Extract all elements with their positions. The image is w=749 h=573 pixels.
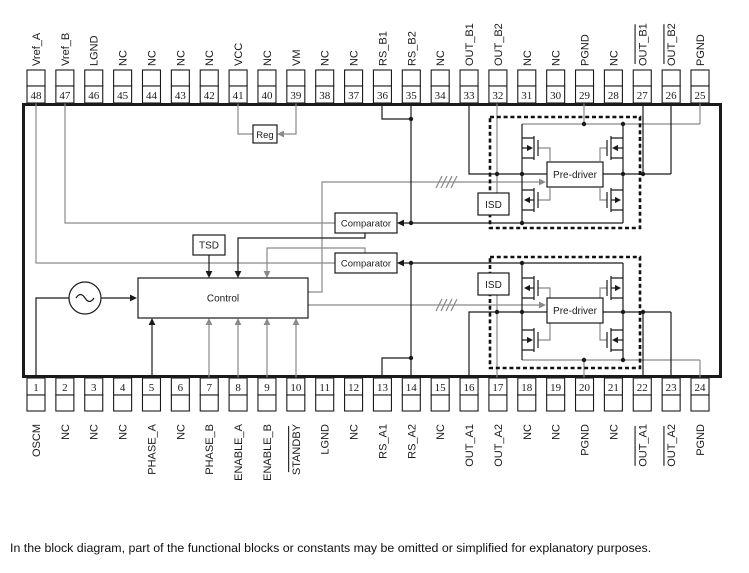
pin-label: OUT_B2 [666,23,679,66]
pin-label: PHASE_A [146,424,159,475]
pin-bottom-22 [633,378,651,467]
pin-label: NC [348,424,361,440]
pin-box [662,395,680,411]
pin-top-41 [229,43,247,103]
pin-top-45 [114,50,132,103]
pin-label: OUT_B1 [637,23,650,66]
arrow-comp-a-to-control [264,271,271,278]
pins-layer [27,23,709,481]
pin-number: 39 [290,90,302,102]
pin-label: OSCM [31,424,43,457]
pin-number: 44 [145,90,157,102]
pin-label: PHASE_B [204,424,217,475]
pin-number: 35 [405,90,417,102]
pin-number: 2 [62,382,68,394]
pin-label: ENABLE_A [233,424,246,481]
pin-label: PGND [579,34,592,66]
wire-vm-to-reg [283,103,296,134]
pin-box [547,70,565,86]
pin-bottom-18 [518,378,536,440]
pin-label: NC [175,50,188,66]
pin-label: ENABLE_B [261,424,274,481]
pin-label: NC [88,424,101,440]
pin-top-35 [402,31,420,103]
pin-box [287,395,305,411]
pin-number: 3 [90,382,97,394]
pin-box [518,395,536,411]
pin-top-40 [258,50,276,103]
pin-number: 45 [117,90,129,102]
pin-box [633,70,651,86]
pin-number: 19 [550,382,562,394]
pin-box [114,70,132,86]
pin-label: OUT_A2 [666,424,679,467]
pin-top-33 [460,23,478,103]
pin-bottom-7 [200,378,218,475]
wire-control-inputs [209,322,296,378]
pin-top-29 [576,34,594,103]
pin-box [27,70,45,86]
wire-rs-b [382,103,411,223]
pin-number: 42 [203,90,215,102]
tsd-label: TSD [199,240,219,252]
pin-label: NC [146,50,159,66]
pin-bottom-4 [114,378,132,440]
wire-pgnd-rail-b [522,103,700,124]
pin-label: VM [290,49,303,66]
pin-label: NC [550,424,563,440]
pin-top-46 [85,35,103,103]
pin-number: 30 [550,90,562,102]
pin-label: RS_A2 [406,424,419,459]
pin-box [27,395,45,411]
pin-box [258,70,276,86]
pin-number: 17 [492,382,504,394]
pin-number: 6 [177,382,184,394]
pin-number: 16 [463,382,475,394]
comparator-a-label: Comparator [340,258,392,270]
wiring-gray [36,103,700,378]
pin-box [85,395,103,411]
arrow-standby [293,318,300,325]
bus-slash-marks [436,176,457,311]
pin-box [56,395,74,411]
pin-top-42 [200,50,218,103]
pin-box [114,395,132,411]
pin-label: LGND [88,35,101,66]
pin-number: 21 [607,382,619,394]
pin-bottom-23 [662,378,680,467]
pin-number: 33 [463,90,475,102]
pin-number: 8 [235,382,241,394]
pin-number: 34 [434,90,446,102]
arrow-tsd-to-control [206,271,213,278]
pin-number: 31 [521,90,533,102]
wire-vcc-to-reg [238,103,253,134]
wire-vref-a [36,103,335,263]
pin-number: 18 [521,382,533,394]
pin-top-27 [633,23,651,103]
pin-label: NC [435,424,448,440]
pin-box [316,395,334,411]
pin-box [373,395,391,411]
wire-rs-a [382,263,411,378]
arrow-phase-b [206,318,213,325]
arrow-into-comparator-a [397,260,404,267]
pin-box [200,70,218,86]
pin-box [604,395,622,411]
pin-box [547,395,565,411]
pin-label: RS_A1 [377,424,390,459]
arrow-into-comparator-b [397,220,404,227]
pin-box [402,395,420,411]
pin-number: 36 [376,90,388,102]
pin-label: RS_B1 [377,31,390,66]
pin-top-36 [373,31,391,103]
pin-bottom-17 [489,378,507,467]
pin-number: 43 [174,90,186,102]
pin-top-30 [547,50,565,103]
junction-dots [409,117,645,362]
isd-a-label: ISD [485,280,502,291]
pin-top-47 [56,33,74,103]
pin-bottom-13 [373,378,391,459]
arrow-comp-b-to-control [235,271,242,278]
pin-box [431,395,449,411]
pin-box [316,70,334,86]
pin-number: 11 [319,382,330,394]
arrow-osc-to-control [130,295,137,302]
comparator-b-label: Comparator [340,218,392,230]
pin-box [576,70,594,86]
pin-box [142,70,160,86]
pin-top-39 [287,50,305,104]
pin-number: 26 [665,90,677,102]
pin-number: 14 [405,382,417,394]
pin-bottom-6 [171,378,189,440]
pin-box [171,70,189,86]
pin-top-26 [662,23,680,103]
pin-box [345,395,363,411]
pin-box [662,70,680,86]
pin-bottom-12 [345,378,363,440]
arrow-enable-a [235,318,242,325]
pin-number: 28 [607,90,619,102]
pin-number: 25 [694,90,706,102]
pin-box [402,70,420,86]
diagram-caption: In the block diagram, part of the functional blocks or constants may be omitted or simplified for explanatory purposes. [10,541,652,555]
pin-top-37 [345,50,363,103]
pin-label: NC [521,50,534,66]
pin-label: NC [204,50,217,66]
pin-label: NC [175,424,188,440]
pin-number: 24 [694,382,706,394]
pin-number: 12 [348,382,360,394]
pin-box [142,395,160,411]
pin-bottom-2 [56,378,74,440]
predriver-a-label: Pre-driver [553,306,597,317]
pin-label: Vref_B [59,32,72,66]
pin-label: NC [608,424,621,440]
pin-box [691,395,709,411]
control-label: Control [206,293,240,305]
pin-label: STANDBY [290,424,303,476]
arrow-phase-a [149,318,156,325]
pin-bottom-19 [547,378,565,440]
pin-number: 46 [88,90,100,102]
pin-label: PGND [695,34,708,66]
pin-number: 9 [264,382,270,394]
pin-box [633,395,651,411]
pin-top-32 [489,23,507,103]
pin-bottom-5 [142,378,160,475]
predriver-b-label: Pre-driver [553,170,597,181]
pin-box [258,395,276,411]
pin-box [171,395,189,411]
pin-label: OUT_B1 [464,23,477,66]
pin-label: OUT_A1 [464,424,477,467]
pin-number: 40 [261,90,273,102]
pin-label: NC [59,424,72,440]
pin-bottom-10 [287,378,305,475]
pin-bottom-20 [576,378,594,456]
pin-bottom-9 [258,378,276,481]
pin-top-48 [27,32,45,103]
pin-label: OUT_A1 [637,424,650,467]
reg-label: Reg [256,130,274,141]
pin-top-38 [316,50,334,103]
pin-box [489,395,507,411]
pin-bottom-1 [27,378,45,457]
pin-bottom-15 [431,378,449,440]
pin-bottom-21 [604,378,622,440]
pin-top-44 [142,50,160,103]
pin-box [200,395,218,411]
pin-top-28 [604,50,622,103]
pin-label: Vref_A [31,32,43,66]
pin-number: 5 [148,382,155,394]
pin-box [345,70,363,86]
pin-label: PGND [579,424,592,456]
pin-box [489,70,507,86]
pin-box [85,70,103,86]
pin-number: 7 [206,382,212,394]
pin-number: 20 [579,382,591,394]
pin-box [373,70,391,86]
pin-label: NC [261,50,274,66]
pin-box [604,70,622,86]
arrow-bus-a-into-predriver [539,302,546,309]
pin-box [431,70,449,86]
pin-label: NC [319,50,332,66]
pin-bottom-8 [229,378,247,481]
wiring-black [36,103,671,378]
pin-label: PGND [695,424,708,456]
pin-label: NC [550,50,563,66]
pin-box [460,70,478,86]
pin-top-43 [171,50,189,103]
pin-number: 4 [119,382,126,394]
pin-label: NC [348,50,361,66]
arrow-bus-b-into-predriver [539,179,546,186]
pin-box [229,395,247,411]
pin-bottom-3 [85,378,103,440]
pin-label: OUT_B2 [492,23,505,66]
pin-label: NC [435,50,448,66]
arrow-enable-b [264,318,271,325]
pin-box [287,70,305,86]
pin-box [460,395,478,411]
pin-label: NC [117,424,130,440]
pin-box [229,70,247,86]
pin-number: 23 [665,382,677,394]
pin-box [56,70,74,86]
pin-number: 41 [232,90,244,102]
pin-number: 15 [434,382,446,394]
pin-bottom-16 [460,378,478,467]
pin-label: RS_B2 [406,31,419,66]
wire-out-b1 [469,103,547,174]
wire-out-a1 [469,312,547,378]
wire-oscm [36,298,69,378]
pin-number: 27 [636,90,648,102]
pin-label: NC [117,50,130,66]
pin-number: 13 [376,382,388,394]
pin-number: 22 [636,382,648,394]
ic-body-outline [24,105,721,377]
pin-label: LGND [319,424,332,455]
pin-box [691,70,709,86]
pin-label: NC [521,424,534,440]
pin-number: 1 [33,382,39,394]
pin-number: 32 [492,90,504,102]
pin-top-31 [518,50,536,103]
pin-top-34 [431,50,449,103]
pin-number: 10 [290,382,302,394]
pin-bottom-14 [402,378,420,459]
pin-number: 48 [30,90,42,102]
pin-bottom-11 [316,378,334,455]
pin-label: NC [608,50,621,66]
pin-label: VCC [233,42,246,66]
pin-number: 38 [319,90,331,102]
bridge-columns [522,124,623,360]
pin-box [518,70,536,86]
pin-number: 47 [59,90,71,102]
pin-label: OUT_A2 [492,424,505,467]
pin-top-25 [691,34,709,103]
pin-box [576,395,594,411]
pin-bottom-24 [691,378,709,456]
isd-b-label: ISD [485,200,502,211]
arrow-vm-into-reg [277,131,284,138]
pin-number: 37 [348,90,360,102]
pin-number: 29 [579,90,591,102]
wire-vref-b [65,103,335,223]
